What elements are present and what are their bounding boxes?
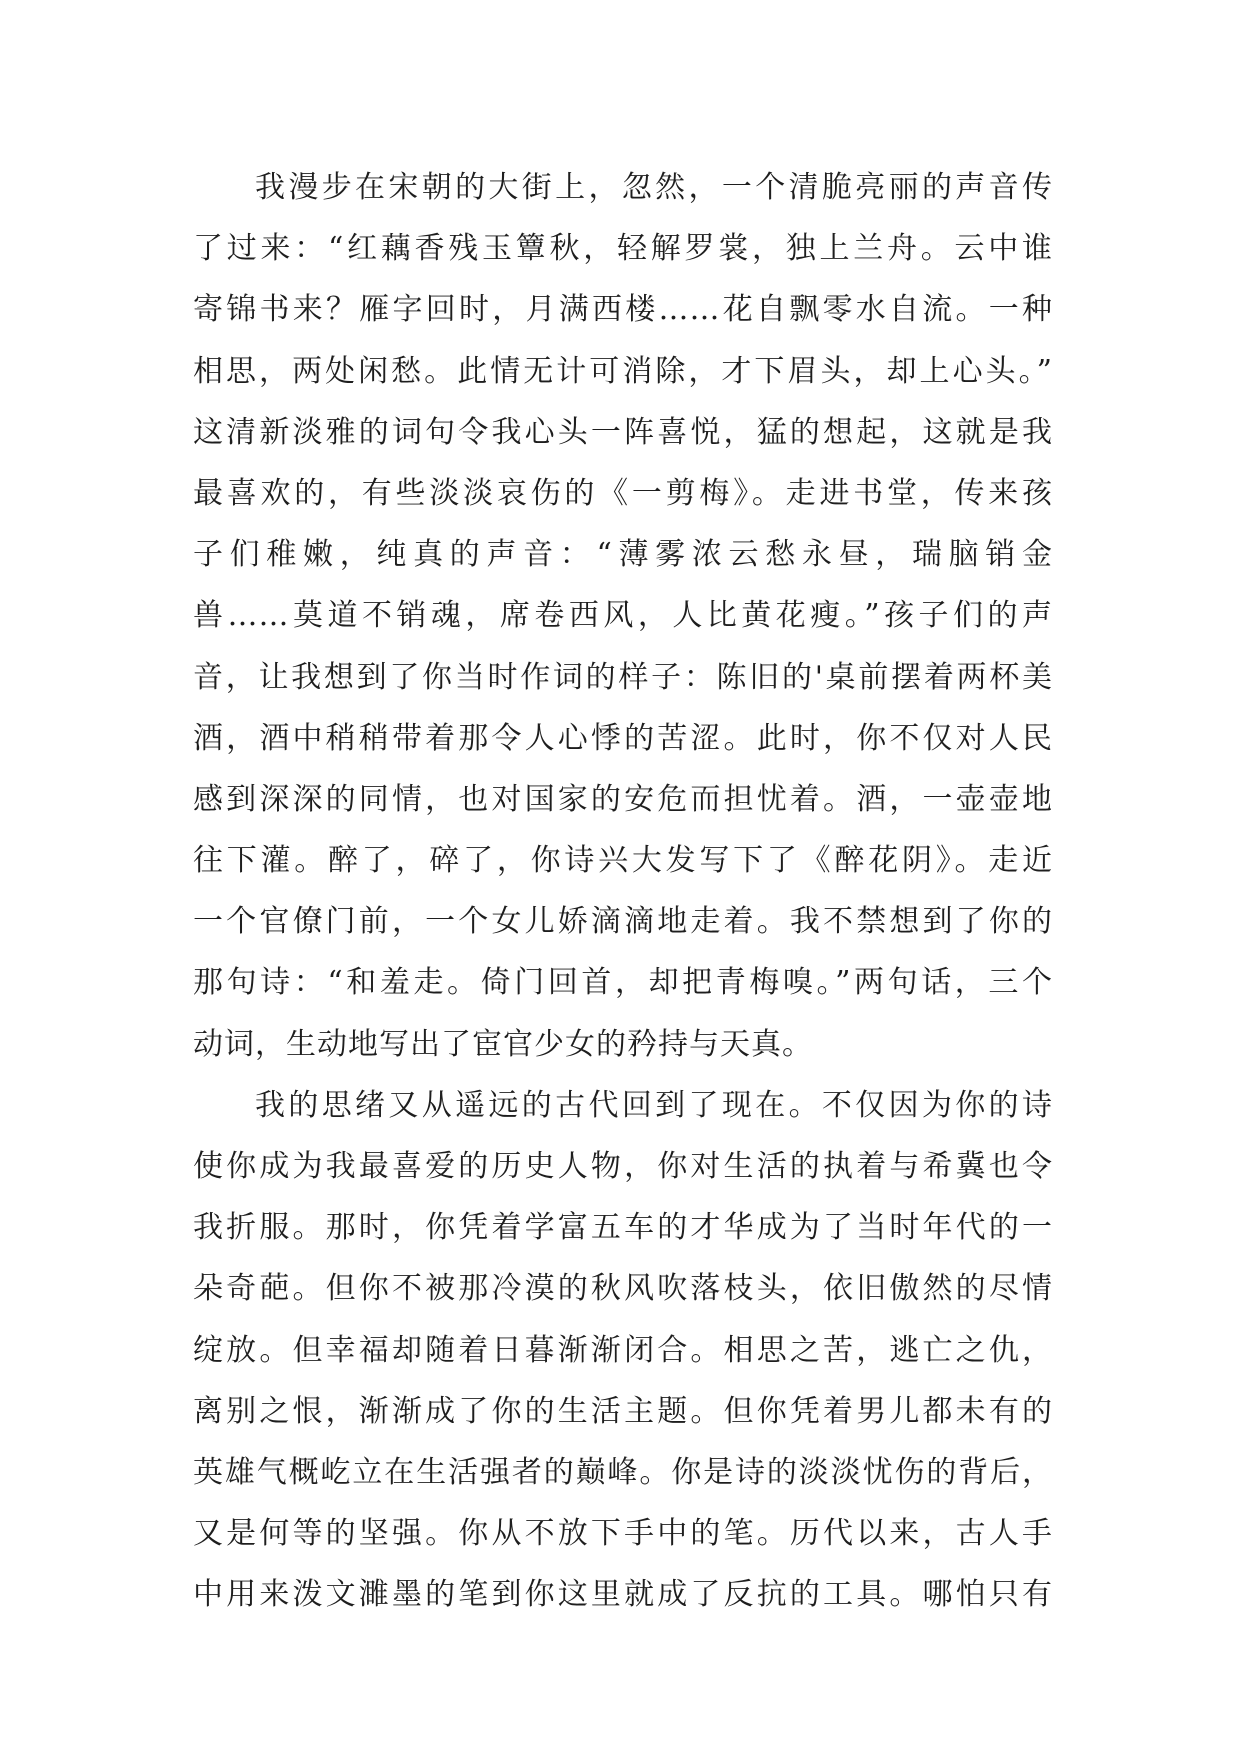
- paragraph-2-line-5: 绽放。但幸福却随着日暮渐渐闭合。相思之苦，逃亡之仇，: [193, 1332, 1053, 1368]
- paragraph-2-line-7: 英雄气概屹立在生活强者的巅峰。你是诗的淡淡忧伤的背后，: [193, 1454, 1053, 1490]
- paragraph-1-line-10: 酒，酒中稍稍带着那令人心悸的苦涩。此时，你不仅对人民: [193, 720, 1053, 756]
- paragraph-1-line-4: 相思，两处闲愁。此情无计可消除，才下眉头，却上心头。”: [193, 353, 1053, 389]
- paragraph-2-line-3: 我折服。那时，你凭着学富五车的才华成为了当时年代的一: [193, 1210, 1053, 1246]
- paragraph-1-line-11: 感到深深的同情，也对国家的安危而担忧着。酒，一壶壶地: [193, 781, 1053, 817]
- essay-body: [193, 157, 1053, 1626]
- paragraph-1-line-14: 那句诗：“和羞走。倚门回首，却把青梅嗅。”两句话，三个: [193, 965, 1053, 1001]
- paragraph-1-line-5: 这清新淡雅的词句令我心头一阵喜悦，猛的想起，这就是我: [193, 414, 1053, 450]
- paragraph-1-line-13: 一个官僚门前，一个女儿娇滴滴地走着。我不禁想到了你的: [193, 904, 1053, 940]
- paragraph-1-line-8: 兽……莫道不销魂，席卷西风，人比黄花瘦。”孩子们的声: [193, 598, 1053, 634]
- paragraph-1-line-1: 我漫步在宋朝的大街上，忽然，一个清脆亮丽的声音传: [255, 170, 1053, 205]
- paragraph-2-line-9: 中用来泼文濉墨的笔到你这里就成了反抗的工具。哪怕只有: [193, 1577, 1053, 1613]
- paragraph-1-line-2: 了过来：“红藕香残玉簟秋，轻解罗裳，独上兰舟。云中谁: [193, 231, 1053, 267]
- paragraph-1-line-6: 最喜欢的，有些淡淡哀伤的《一剪梅》。走进书堂，传来孩: [193, 475, 1053, 511]
- paragraph-1-line-12: 往下灌。醉了，碎了，你诗兴大发写下了《醉花阴》。走近: [193, 843, 1053, 879]
- paragraph-1-line-9: 音，让我想到了你当时作词的样子：陈旧的'桌前摆着两杯美: [193, 659, 1053, 695]
- paragraph-2-line-1: 我的思绪又从遥远的古代回到了现在。不仅因为你的诗: [255, 1087, 1053, 1123]
- paragraph-2-line-8: 又是何等的坚强。你从不放下手中的笔。历代以来，古人手: [193, 1516, 1053, 1552]
- paragraph-2-line-6: 离别之恨，渐渐成了你的生活主题。但你凭着男儿都未有的: [193, 1393, 1053, 1429]
- paragraph-1-line-3: 寄锦书来？雁字回时，月满西楼……花自飘零水自流。一种: [193, 292, 1053, 328]
- paragraph-2-line-4: 朵奇葩。但你不被那冷漠的秋风吹落枝头，依旧傲然的尽情: [193, 1271, 1053, 1307]
- paragraph-1-line-15: 动词，生动地写出了宦官少女的矜持与天真。: [193, 1026, 813, 1062]
- paragraph-1-line-7: 子们稚嫩，纯真的声音：“薄雾浓云愁永昼，瑞脑销金: [193, 537, 1053, 573]
- paragraph-2-line-2: 使你成为我最喜爱的历史人物，你对生活的执着与希冀也令: [193, 1149, 1053, 1184]
